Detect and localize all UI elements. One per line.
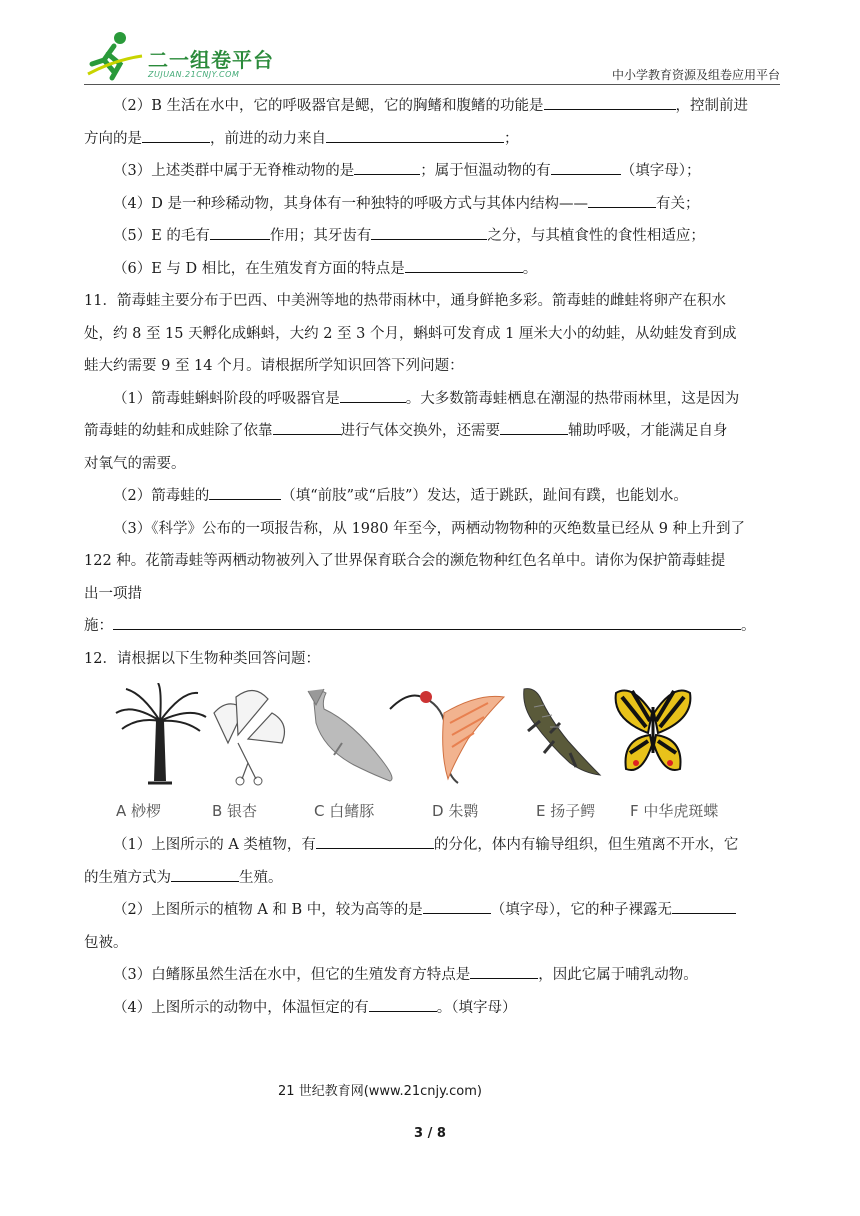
- runner-logo-icon: [84, 30, 144, 82]
- answer-blank[interactable]: [371, 221, 487, 240]
- text: 箭毒蛙的幼蛙和成蛙除了依靠: [84, 423, 273, 439]
- caption-b: B 银杏: [212, 802, 258, 820]
- text: （3）上述类群中属于无脊椎动物的是: [113, 163, 355, 179]
- q12-part1-cont: [84, 862, 780, 895]
- text: （1）上图所示的 A 类植物，有: [113, 837, 316, 853]
- answer-blank[interactable]: [273, 416, 341, 435]
- q11-part1-cont: [84, 415, 780, 448]
- text: ，控制前进: [675, 98, 748, 114]
- answer-blank[interactable]: [171, 863, 239, 882]
- chinese-alligator-image: [514, 683, 604, 787]
- text: ，因此它属于哺乳动物。: [538, 967, 698, 983]
- text: （2）上图所示的植物 A 和 B 中，较为高等的是: [113, 902, 423, 918]
- text: 作用；其牙齿有: [269, 228, 372, 244]
- text: （2）箭毒蛙的: [113, 488, 210, 504]
- q12-part2: [84, 894, 780, 927]
- q11-part3-cont2: 出一项措: [84, 585, 142, 602]
- text: 生殖。: [239, 869, 283, 886]
- q11-part1-end: 对氧气的需要。: [84, 455, 186, 472]
- text: ；: [504, 130, 519, 147]
- text: ，前进的动力来自: [210, 130, 326, 147]
- page-number: 3 / 8: [414, 1126, 446, 1141]
- answer-blank[interactable]: [142, 124, 210, 143]
- text: 辅助呼吸，才能满足自身: [568, 423, 728, 439]
- header-divider: [84, 84, 780, 85]
- q11-stem-line3: 蛙大约需要 9 至 14 个月。请根据所学知识回答下列问题：: [84, 358, 464, 374]
- q12-part1: [84, 829, 780, 862]
- q12-part3: [84, 959, 780, 992]
- q11-stem-line2: 处，约 8 至 15 天孵化成蝌蚪，大约 2 至 3 个月，蝌蚪可发育成 1 厘米大小的幼蛙，从幼蛙发育到成: [84, 325, 737, 342]
- answer-blank[interactable]: [500, 416, 568, 435]
- text: （4）D 是一种珍稀动物，其身体有一种独特的呼吸方式与其体内结构——: [113, 195, 588, 212]
- text: （填字母）；: [620, 163, 701, 179]
- caption-a: A 桫椤: [116, 802, 162, 820]
- q12-stem: 12．请根据以下生物种类回答问题：: [84, 650, 320, 667]
- answer-blank[interactable]: [316, 830, 434, 849]
- answer-blank[interactable]: [551, 156, 621, 175]
- ginkgo-image: [208, 683, 290, 787]
- text: 的分化，体内有输导组织，但生殖离不开水，它: [433, 837, 739, 853]
- text: （填字母），它的种子裸露无: [490, 902, 673, 918]
- q10-part4: [84, 188, 780, 221]
- answer-blank[interactable]: [210, 221, 270, 240]
- butterfly-image: [612, 683, 694, 787]
- logo: [84, 30, 304, 88]
- q11-part2: [84, 480, 780, 513]
- text: 方向的是: [84, 130, 142, 147]
- text: （填“前肢”或“后肢”）发达，适于跳跃，趾间有蹼，也能划水。: [281, 488, 688, 504]
- answer-blank[interactable]: [588, 189, 656, 208]
- text: 之分，与其植食性的食性相适应；: [487, 228, 705, 244]
- q11-part3-cont: 122 种。花箭毒蛙等两栖动物被列入了世界保育联合会的濒危物种红色名单中。请你为保护箭毒蛙提: [84, 553, 726, 569]
- header-platform-name: 中小学教育资源及组卷应用平台: [611, 68, 780, 82]
- text: 进行气体交换外，还需要: [340, 423, 500, 439]
- answer-blank[interactable]: [209, 481, 281, 500]
- q10-part6: [84, 253, 780, 286]
- organism-images: [84, 679, 780, 829]
- text: （3）白鳍豚虽然生活在水中，但它的生殖发育方特点是: [113, 967, 471, 983]
- text: （4）上图所示的动物中，体温恒定的有: [113, 999, 369, 1016]
- text: （1）箭毒蛙蝌蚪阶段的呼吸器官是: [113, 390, 340, 407]
- q12-part2-cont: 包被。: [84, 934, 128, 951]
- text: ；属于恒温动物的有: [420, 163, 551, 179]
- answer-blank[interactable]: [544, 91, 676, 110]
- answer-blank[interactable]: [672, 895, 736, 914]
- q11-part3: （3）《科学》公布的一项报告称，从 1980 年至今，两栖动物物种的灭绝数量已经从 9 种上升到了: [113, 520, 746, 537]
- crested-ibis-image: [388, 683, 506, 787]
- answer-blank[interactable]: [369, 993, 437, 1012]
- page-header: [84, 30, 780, 90]
- q11-stem-line1: 11．箭毒蛙主要分布于巴西、中美洲等地的热带雨林中，通身鲜艳多彩。箭毒蛙的雌蛙将卵产在积水: [84, 293, 726, 309]
- text: 。（填字母）: [436, 999, 517, 1016]
- q10-part3: [84, 155, 780, 188]
- q10-part2: [84, 90, 780, 123]
- logo-subtitle: ZUJUAN.21CNJY.COM: [148, 70, 240, 79]
- q10-part2-cont: [84, 123, 780, 156]
- caption-f: F 中华虎斑蝶: [630, 802, 719, 820]
- tree-fern-image: [112, 683, 208, 787]
- logo-title: 二一组卷平台: [148, 48, 274, 72]
- answer-blank[interactable]: [423, 895, 491, 914]
- answer-blank[interactable]: [470, 960, 538, 979]
- text: 施：: [84, 618, 113, 634]
- text: （5）E 的毛有: [113, 228, 210, 244]
- page-content: [84, 90, 780, 1024]
- answer-blank[interactable]: [340, 384, 406, 403]
- text: （2）B 生活在水中，它的呼吸器官是鳃，它的胸鳍和腹鳍的功能是: [113, 98, 544, 114]
- text: 。: [741, 618, 756, 634]
- text: （6）E 与 D 相比，在生殖发育方面的特点是: [113, 260, 405, 277]
- text: 的生殖方式为: [84, 869, 171, 886]
- caption-c: C 白鳍豚: [314, 802, 375, 820]
- answer-blank[interactable]: [405, 254, 523, 273]
- answer-blank[interactable]: [113, 611, 741, 630]
- caption-e: E 扬子鳄: [536, 802, 596, 820]
- text: 。: [522, 260, 538, 277]
- q11-part1: [84, 383, 780, 416]
- q12-part4: [84, 992, 780, 1025]
- q10-part5: [84, 220, 780, 253]
- text: 。大多数箭毒蛙栖息在潮湿的热带雨林里，这是因为: [405, 390, 740, 407]
- q11-part3-answer: [84, 610, 780, 643]
- answer-blank[interactable]: [326, 124, 504, 143]
- footer-site: 21 世纪教育网(www.21cnjy.com): [278, 1084, 482, 1099]
- text: 有关；: [655, 195, 700, 212]
- answer-blank[interactable]: [354, 156, 420, 175]
- caption-d: D 朱鹮: [432, 802, 479, 820]
